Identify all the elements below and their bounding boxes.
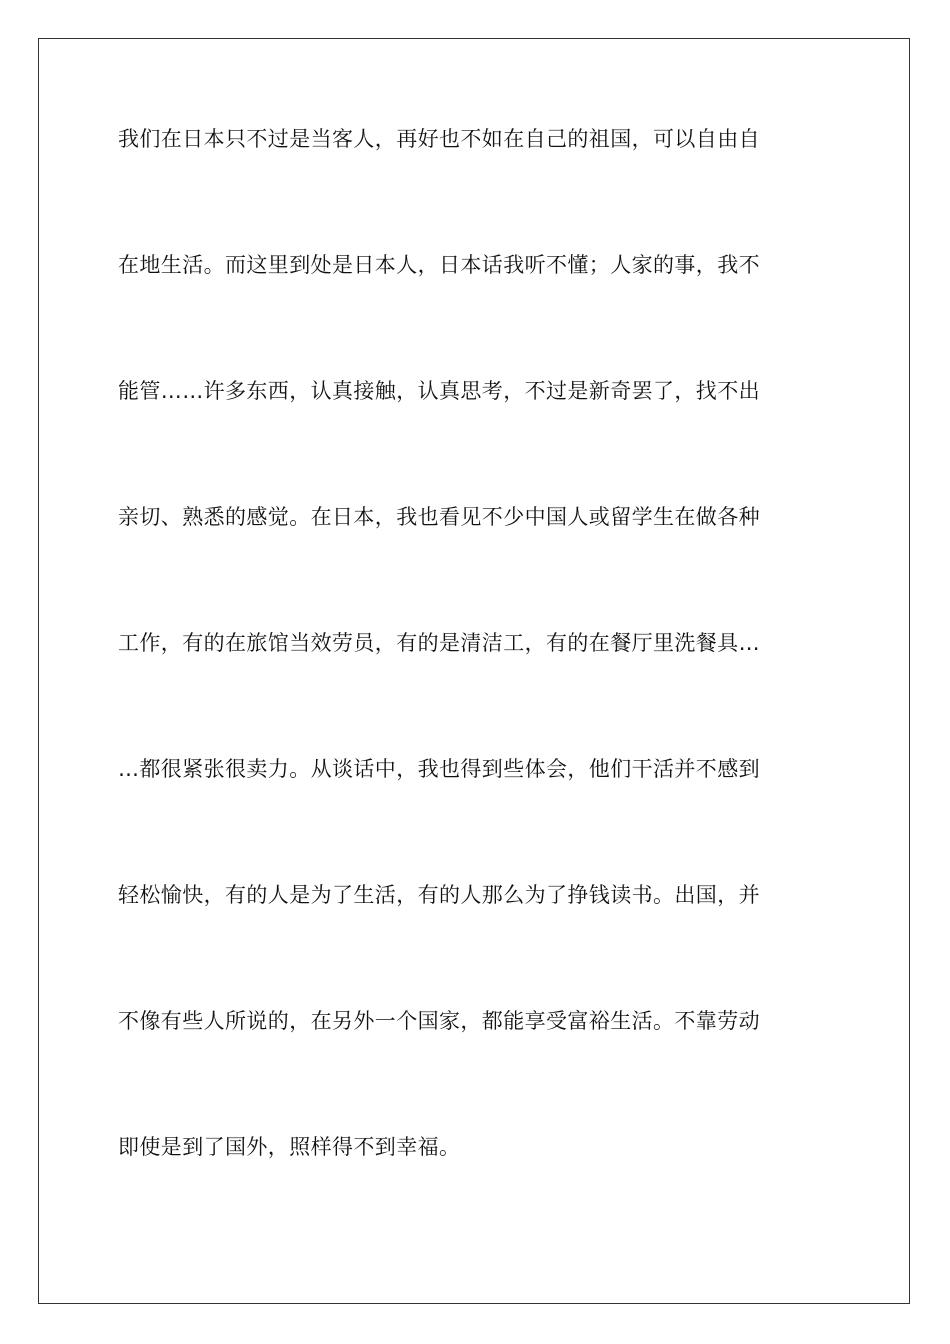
text-line-1: 我们在日本只不过是当客人，再好也不如在自己的祖国，可以自由自 <box>118 127 760 151</box>
text-line-4: 亲切、熟悉的感觉。在日本，我也看见不少中国人或留学生在做各种 <box>118 505 760 529</box>
text-line-5: 工作，有的在旅馆当效劳员，有的是清洁工，有的在餐厅里洗餐具… <box>118 631 760 655</box>
text-line-3: 能管……许多东西，认真接触，认真思考，不过是新奇罢了，找不出 <box>118 379 760 403</box>
text-line-7: 轻松愉快，有的人是为了生活，有的人那么为了挣钱读书。出国，并 <box>118 883 760 907</box>
text-line-9: 即使是到了国外，照样得不到幸福。 <box>118 1135 461 1159</box>
text-line-2: 在地生活。而这里到处是日本人，日本话我听不懂；人家的事，我不 <box>118 253 760 277</box>
document-body <box>118 128 838 1262</box>
text-line-8: 不像有些人所说的，在另外一个国家，都能享受富裕生活。不靠劳动 <box>118 1009 760 1033</box>
text-line-6: …都很紧张很卖力。从谈话中，我也得到些体会，他们干活并不感到 <box>118 757 760 781</box>
